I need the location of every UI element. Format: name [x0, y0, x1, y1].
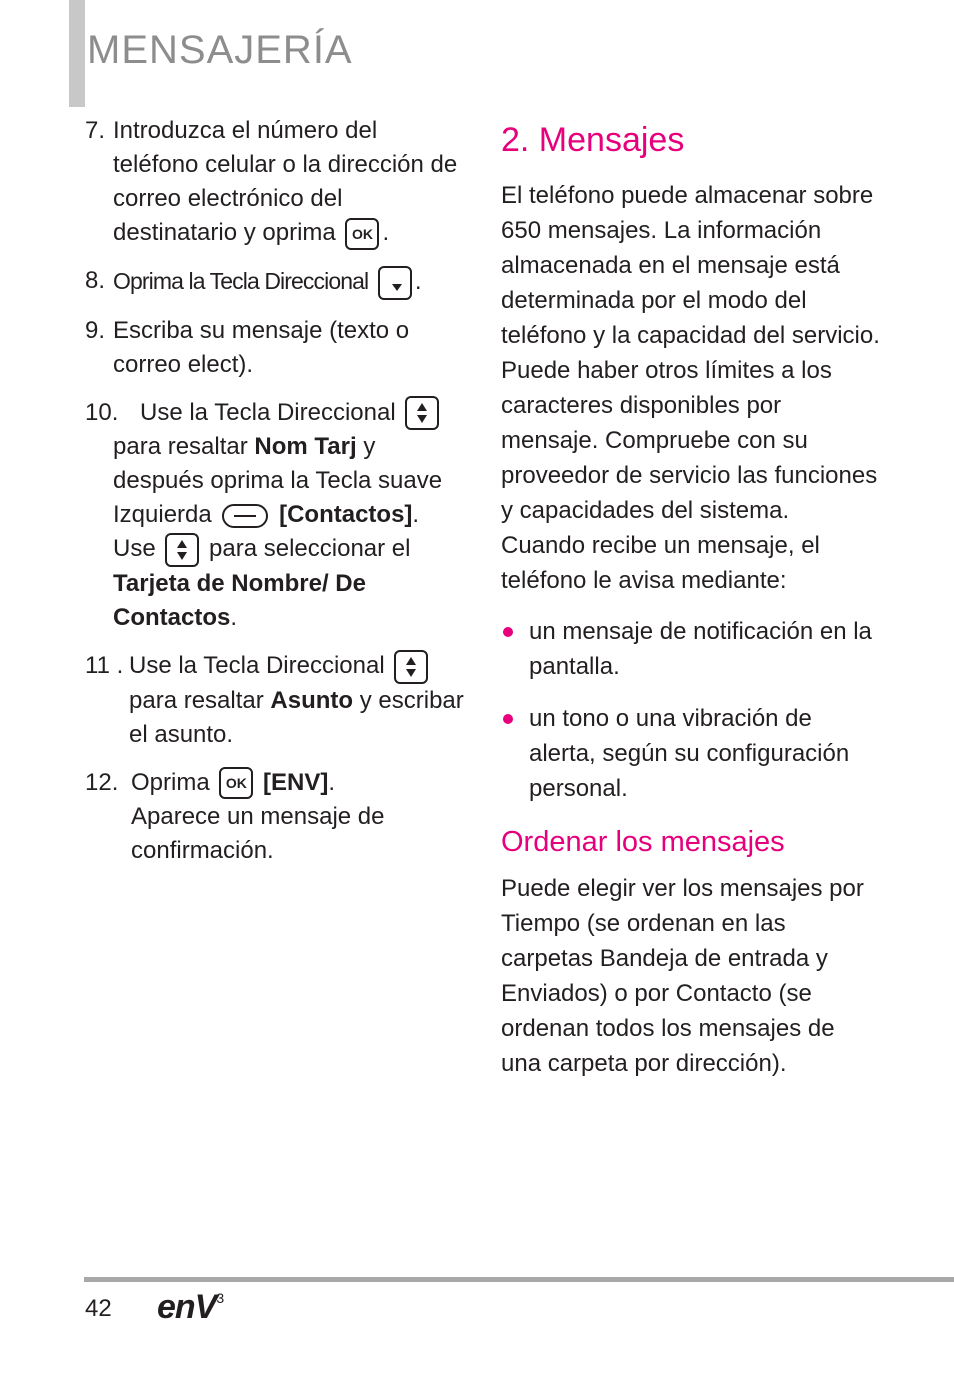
step-number: 8. — [85, 267, 106, 294]
step-11: 11 . Use la Tecla Direccional para resaltar Asunto y escribar el asunto. — [85, 649, 465, 752]
bullet-dot-icon — [503, 627, 513, 637]
brand-logo: enV$^3$ — [157, 1288, 224, 1326]
ok-key-icon: OK — [219, 767, 253, 799]
nav-down-key-icon — [378, 266, 412, 300]
step-12: 12. Oprima OK [ENV]. Aparece un mensaje de confirmación. — [85, 766, 465, 868]
step-number: 12. — [85, 768, 119, 796]
left-soft-key-icon — [222, 504, 268, 528]
left-column — [85, 114, 465, 882]
step-number: 7. — [85, 117, 106, 144]
notify-paragraph: Cuando recibe un mensaje, el teléfono le avisa mediante: — [501, 532, 820, 594]
nav-updown-key-icon — [405, 396, 439, 430]
intro-paragraph: El teléfono puede almacenar sobre 650 mensajes. La información almacenada en el mensaje está determinada por el modo del teléfono y la capacidad del servicio. Puede haber otros límites a los caracteres disponibles por mensaje. Compruebe con su proveedor de servicio las funciones y capacidades del sistema. — [501, 182, 880, 524]
right-column — [501, 114, 881, 1081]
ok-key-icon: OK — [345, 218, 379, 250]
list-item: un tono o una vibración de alerta, según su configuración personal. — [501, 701, 881, 806]
nav-updown-key-icon — [394, 650, 428, 684]
section-heading: 2. Mensajes — [501, 121, 685, 159]
step-text: Introduzca el número del teléfono celular o la dirección de correo electrónico del destinatario y oprima — [113, 117, 458, 246]
step-7: 7. Introduzca el número del teléfono celular o la dirección de correo electrónico del destinatario y oprima OK . — [85, 114, 465, 250]
sort-paragraph: Puede elegir ver los mensajes por Tiempo (se ordenan en las carpetas Bandeja de entrada y Enviados) o por Contacto (se ordenan todos los mensajes de una carpeta por dirección). — [501, 875, 864, 1077]
step-number: 9. — [85, 316, 106, 344]
list-item: un mensaje de notificación en la pantalla. — [501, 614, 881, 684]
footer-rule — [84, 1277, 954, 1282]
step-number: 10. — [85, 398, 119, 426]
step-text: Escriba su mensaje (texto o correo elect). — [113, 316, 410, 378]
section-title: MENSAJERÍA — [87, 28, 353, 72]
step-number: 11 . — [85, 651, 124, 679]
subsection-heading: Ordenar los mensajes — [501, 826, 785, 858]
step-9 — [85, 314, 465, 382]
bullet-dot-icon — [503, 714, 513, 724]
notify-list — [501, 614, 881, 806]
page-number: 42 — [85, 1295, 112, 1322]
step-text: Oprima la Tecla Direccional — [113, 268, 369, 294]
nav-updown-key-icon — [165, 533, 199, 567]
step-8: 8. Oprima la Tecla Direccional . — [85, 264, 465, 300]
step-10: 10. Use la Tecla Direccional para resaltar Nom Tarj y después oprima la Tecla suave Izquierda [Contactos]. Use para seleccionar el Tarjeta de Nombre/ De Contactos. — [85, 396, 465, 635]
header-bar — [69, 0, 85, 107]
